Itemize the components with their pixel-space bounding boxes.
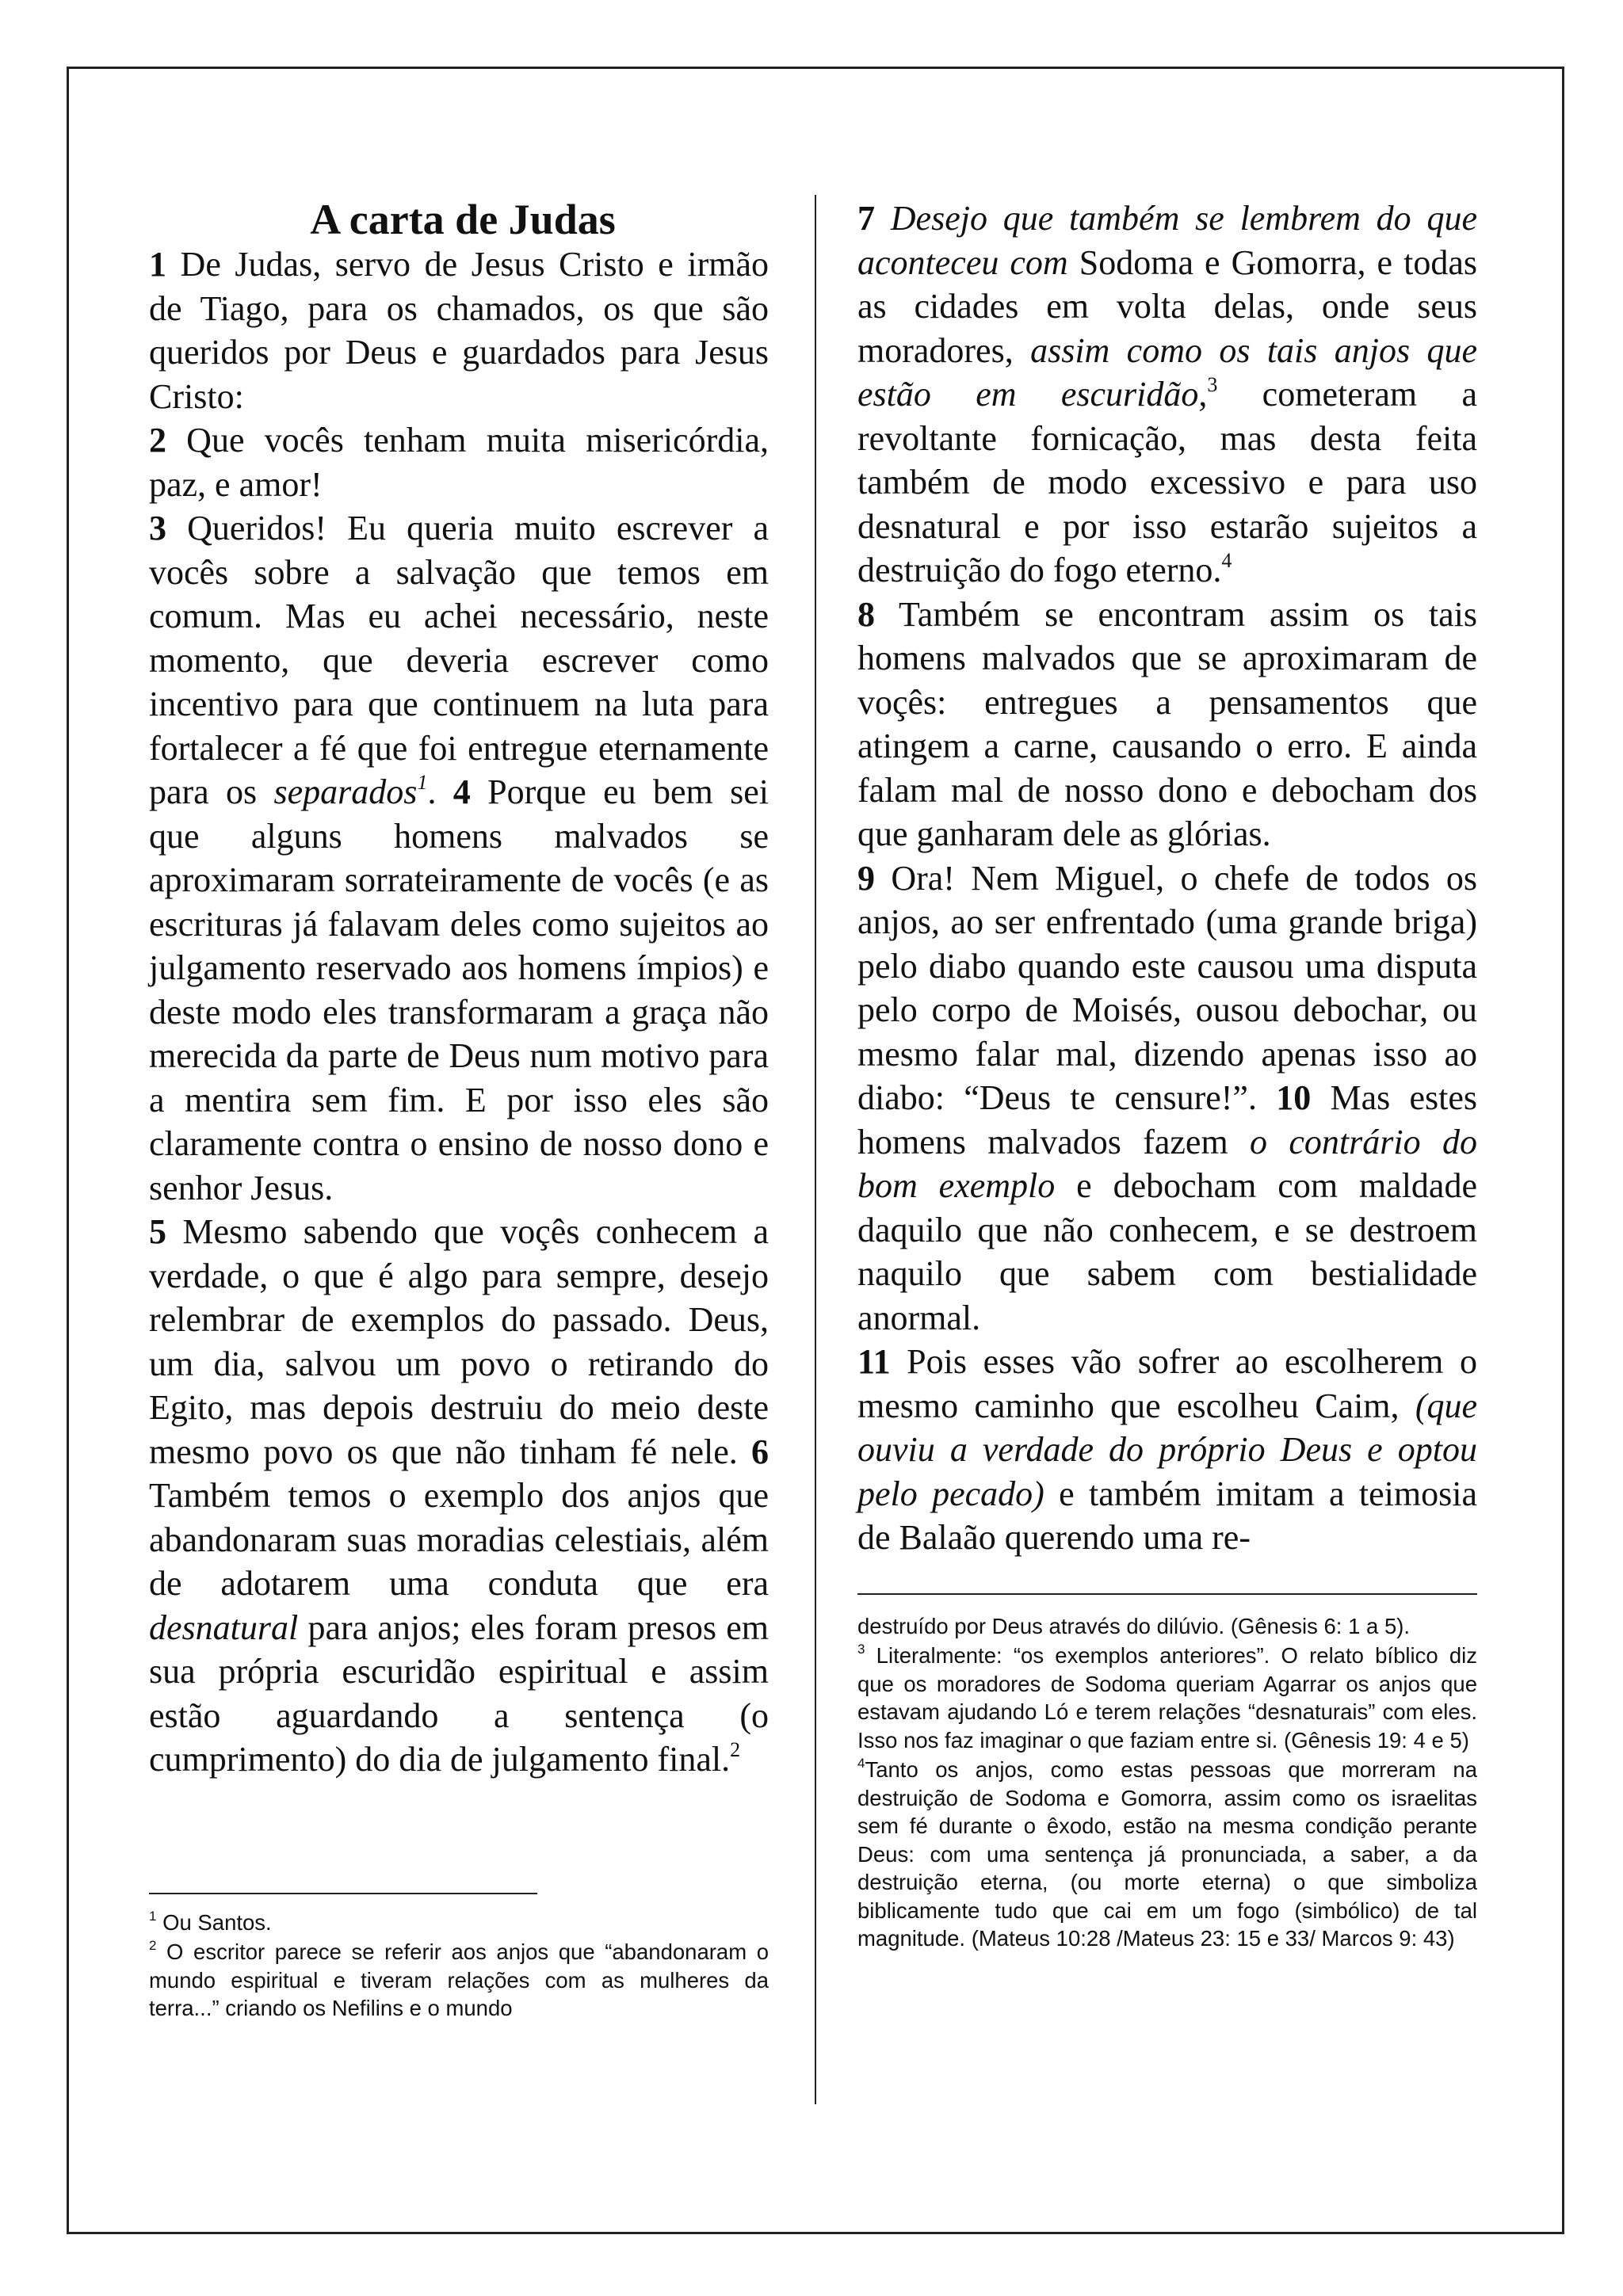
verse-text: Também temos o exemplo dos anjos que abandonaram suas moradias celestiais, além de adotarem uma conduta que era: [149, 1476, 769, 1603]
footnote-number: 4: [857, 1756, 865, 1771]
verse-number: 6: [751, 1432, 769, 1471]
verse-text-italic: Desejo que também se lembrem do que aconteceu com: [857, 199, 1477, 282]
verse-text: .: [427, 772, 453, 811]
verse-number: 5: [149, 1212, 166, 1251]
page-title: A carta de Judas: [310, 196, 616, 243]
verse-text-italic: o contrário do bom exemplo: [857, 1122, 1477, 1205]
column-divider: [815, 195, 816, 2104]
verse-text-italic: separados: [273, 772, 418, 811]
verse-text: para anjos; eles foram presos em sua própria escuridão espiritual e assim estão aguardando a sentença (o cumprimento) do dia de julgamento final.: [149, 1608, 769, 1779]
footnote-separator: [149, 1893, 537, 1894]
footnote-text: Tanto os anjos, como estas pessoas que morreram na destruição de Sodoma e Gomorra, assim como os israelitas sem fé durante o êxodo, estão na mesma condição perante Deus: com uma sentença já pronunciada, a saber, a da destruição eterna, (ou morte eterna) o que simboliza biblicamente tudo que cai em um fogo (simbólico) de tal magnitude. (Mateus 10:28 /Mateus 23: 15 e 33/ Marcos 9: 43): [857, 1757, 1477, 1951]
footnote-number: 2: [149, 1938, 157, 1953]
verse-text: Sodoma e Gomorra, e todas as cidades em volta delas, onde seus moradores,: [857, 242, 1477, 370]
verse-7-paragraph: [857, 196, 1477, 593]
verse-number: 3: [149, 509, 166, 547]
right-body-text: [857, 196, 1477, 1560]
verse-text: Também se encontram assim os tais homens malvados que se aproximaram de voçês: entregues a pensamentos que atingem a carne, causando o erro. E ainda falam mal de nosso dono e debocham dos que ganharam dele as glórias.: [857, 594, 1477, 853]
verse-number: 1: [149, 245, 166, 284]
verse-text: Mesmo sabendo que voçês conhecem a verdade, o que é algo para sempre, desejo relembrar de exemplos do passado. Deus, um dia, salvou um povo o retirando do Egito, mas depois destruiu do meio deste mesmo povo os que não tinham fé nele.: [149, 1212, 769, 1471]
verse-5-paragraph: [149, 1210, 769, 1782]
verse-3-paragraph: [149, 506, 769, 1210]
verse-text: Que vocês tenham muita misericórdia, paz, e amor!: [149, 421, 769, 504]
footnote-3: [857, 1642, 1477, 1754]
verse-number: 9: [857, 858, 875, 898]
left-body-text: [149, 242, 769, 1782]
footnote-text: Literalmente: “os exemplos anteriores”. O relato bíblico diz que os moradores de Sodoma queriam Agarrar os anjos que estavam ajudando Ló e terem relações “desnaturais” com eles. Isso nos faz imaginar o que faziam entre si. (Gênesis 19: 4 e 5): [857, 1643, 1477, 1753]
comma: ,: [1198, 375, 1208, 414]
verse-text-italic: assim como os tais anjos que estão em escuridão: [857, 330, 1477, 414]
verse-text-italic: desnatural: [149, 1608, 299, 1647]
verse-9-paragraph: [857, 856, 1477, 1341]
footnote-2: [149, 1938, 769, 2023]
footnote-number: 3: [857, 1642, 865, 1657]
verse-number: 7: [857, 199, 875, 238]
footnote-1: [149, 1909, 769, 1937]
verse-2-paragraph: [149, 418, 769, 506]
verse-11-paragraph: [857, 1340, 1477, 1560]
footnote-4: [857, 1756, 1477, 1953]
verse-text: cometeram a revoltante fornicação, mas desta feita também de modo excessivo e para uso desnatural e por isso estarão sujeitos a destruição do fogo eterno.: [857, 375, 1477, 589]
verse-number: 2: [149, 421, 166, 460]
verse-text: Porque eu bem sei que alguns homens malvados se aproximaram sorrateiramente de vocês (e as escrituras já falavam deles como sujeitos ao julgamento reservado aos homens ímpios) e deste modo eles transformaram a graça não merecida da parte de Deus num motivo para a mentira sem fim. E por isso eles são claramente contra o ensino de nosso dono e senhor Jesus.: [149, 772, 769, 1207]
footnote-number: 1: [149, 1908, 157, 1924]
verse-1-paragraph: [149, 242, 769, 418]
verse-text: De Judas, servo de Jesus Cristo e irmão de Tiago, para os chamados, os que são queridos por Deus e guardados para Jesus Cristo:: [149, 245, 769, 416]
footnote-separator: [857, 1593, 1477, 1595]
footnote-ref: 4: [1221, 549, 1232, 572]
verse-text: Mas estes homens malvados fazem: [857, 1078, 1477, 1161]
footnote-text: Ou Santos.: [156, 1909, 272, 1935]
left-footnotes: [149, 1909, 769, 2023]
footnote-ref: 1: [417, 771, 428, 794]
verse-text: Pois esses vão sofrer ao escolherem o mesmo caminho que escolheu Caim,: [857, 1342, 1477, 1425]
footnote-ref: 2: [730, 1738, 741, 1761]
verse-text: Queridos! Eu queria muito escrever a vocês sobre a salvação que temos em comum. Mas eu achei necessário, neste momento, que deveria escrever como incentivo para que continuem na luta para fortalecer a fé que foi entregue eternamente para os: [149, 509, 769, 811]
right-column: [857, 196, 1477, 1955]
verse-text: Ora! Nem Miguel, o chefe de todos os anjos, ao ser enfrentado (uma grande briga) pelo diabo quando este causou uma disputa pelo corpo de Moisés, ousou debochar, ou mesmo falar mal, dizendo apenas isso ao diabo: “Deus te censure!”.: [857, 858, 1477, 1117]
footnote-ref: 3: [1207, 373, 1218, 396]
verse-number: 4: [453, 772, 471, 811]
right-footnotes: [857, 1612, 1477, 1953]
left-column: [149, 196, 769, 2024]
verse-8-paragraph: [857, 593, 1477, 856]
verse-text: e também imitam a teimosia de Balaão querendo uma re-: [857, 1474, 1478, 1557]
verse-number: 10: [1276, 1078, 1312, 1117]
footnote-text: O escritor parece se referir aos anjos que “abandonaram o mundo espiritual e tiveram relações com as mulheres da terra...” criando os Nefilins e o mundo: [149, 1939, 769, 2020]
verse-text: e debocham com maldade daquilo que não conhecem, e se destroem naquilo que sabem com bestialidade anormal.: [857, 1166, 1477, 1337]
verse-text-italic: (que ouviu a verdade do próprio Deus e optou pelo pecado): [857, 1386, 1477, 1513]
verse-number: 8: [857, 594, 875, 634]
footnote-2-continued: destruído por Deus através do dilúvio. (Gênesis 6: 1 a 5).: [857, 1613, 1411, 1638]
verse-number: 11: [857, 1342, 891, 1381]
